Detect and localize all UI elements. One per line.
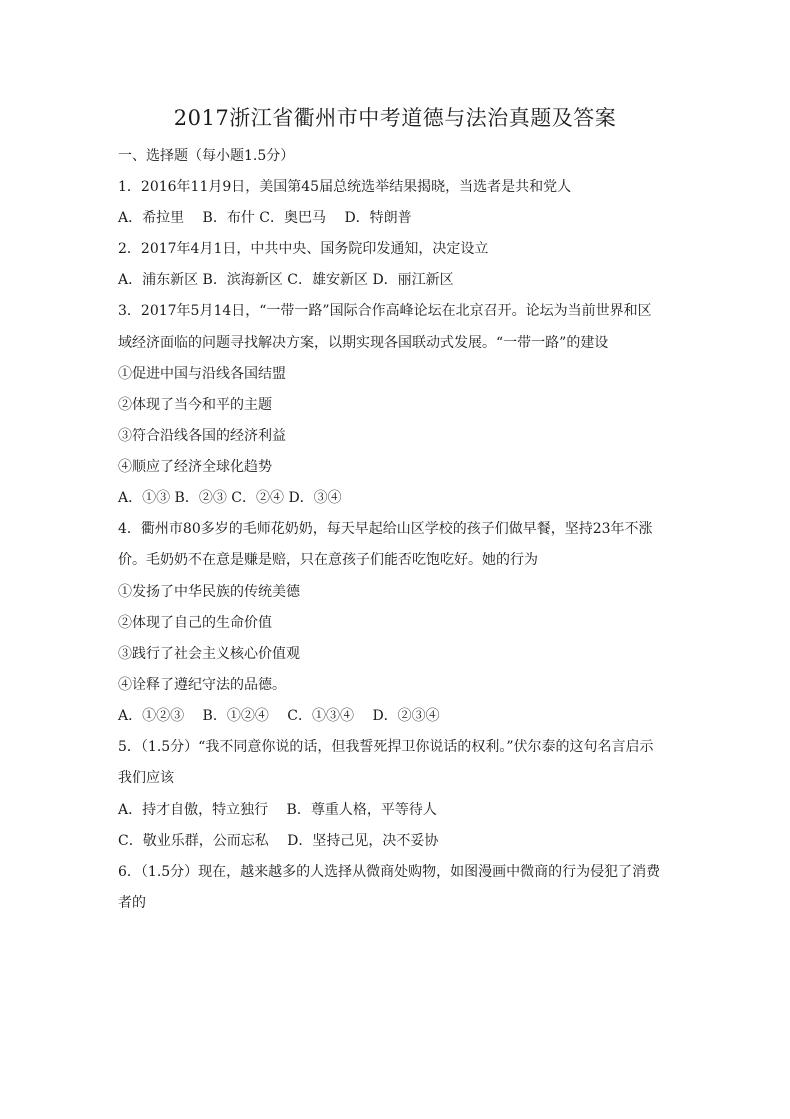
question-4-stem-line-2: 价。毛奶奶不在意是赚是赔，只在意孩子们能否吃饱吃好。她的行为 [118, 552, 538, 568]
question-4-statement-1: ①发扬了中华民族的传统美德 [118, 584, 300, 600]
question-4-statement-2: ②体现了自己的生命价值 [118, 615, 272, 631]
question-6-stem-line-2: 者的 [118, 895, 146, 911]
question-3-statement-4: ④顺应了经济全球化趋势 [118, 459, 272, 475]
question-6-stem-line-1: 6．（1.5分）现在，越来越多的人选择从微商处购物，如图漫画中微商的行为侵犯了消费 [118, 864, 661, 880]
question-4-options: A．①②③ B．①②④ C．①③④ D．②③④ [118, 708, 440, 724]
question-1-options: A．希拉里 B．布什 C．奥巴马 D．特朗普 [118, 210, 412, 226]
question-3-statement-1: ①促进中国与沿线各国结盟 [118, 366, 286, 382]
question-1-stem: 1．2016年11月9日，美国第45届总统选举结果揭晓，当选者是共和党人 [118, 179, 572, 195]
question-2-stem: 2．2017年4月1日，中共中央、国务院印发通知，决定设立 [118, 241, 489, 257]
question-3-stem-line-1: 3．2017年5月14日，“一带一路”国际合作高峰论坛在北京召开。论坛为当前世界和区 [118, 303, 652, 319]
question-3-stem-line-2: 域经济面临的问题寻找解决方案，以期实现各国联动式发展。“一带一路”的建设 [118, 335, 609, 351]
question-5-options-line-2: C．敬业乐群，公而忘私 D．坚持己见，决不妥协 [118, 833, 439, 849]
question-3-statement-3: ③符合沿线各国的经济利益 [118, 428, 286, 444]
question-3-options: A．①③ B．②③ C．②④ D．③④ [118, 490, 342, 506]
question-2-options: A．浦东新区 B．滨海新区 C．雄安新区 D．丽江新区 [118, 272, 454, 288]
question-5-stem-line-1: 5．（1.5分）“我不同意你说的话，但我誓死捍卫你说话的权利。”伏尔泰的这句名言启示 [118, 739, 654, 755]
question-5-stem-line-2: 我们应该 [118, 770, 174, 786]
question-4-stem-line-1: 4．衢州市80多岁的毛师花奶奶，每天早起给山区学校的孩子们做早餐，坚持23年不涨 [118, 521, 653, 537]
question-3-statement-2: ②体现了当今和平的主题 [118, 397, 272, 413]
question-4-statement-4: ④诠释了遵纪守法的品德。 [118, 677, 286, 693]
section-heading: 一、选择题（每小题1.5分） [118, 148, 295, 164]
document-title: 2017浙江省衢州市中考道德与法治真题及答案 [173, 106, 617, 130]
question-5-options-line-1: A．持才自傲，特立独行 B．尊重人格，平等待人 [118, 802, 437, 818]
question-4-statement-3: ③践行了社会主义核心价值观 [118, 646, 300, 662]
